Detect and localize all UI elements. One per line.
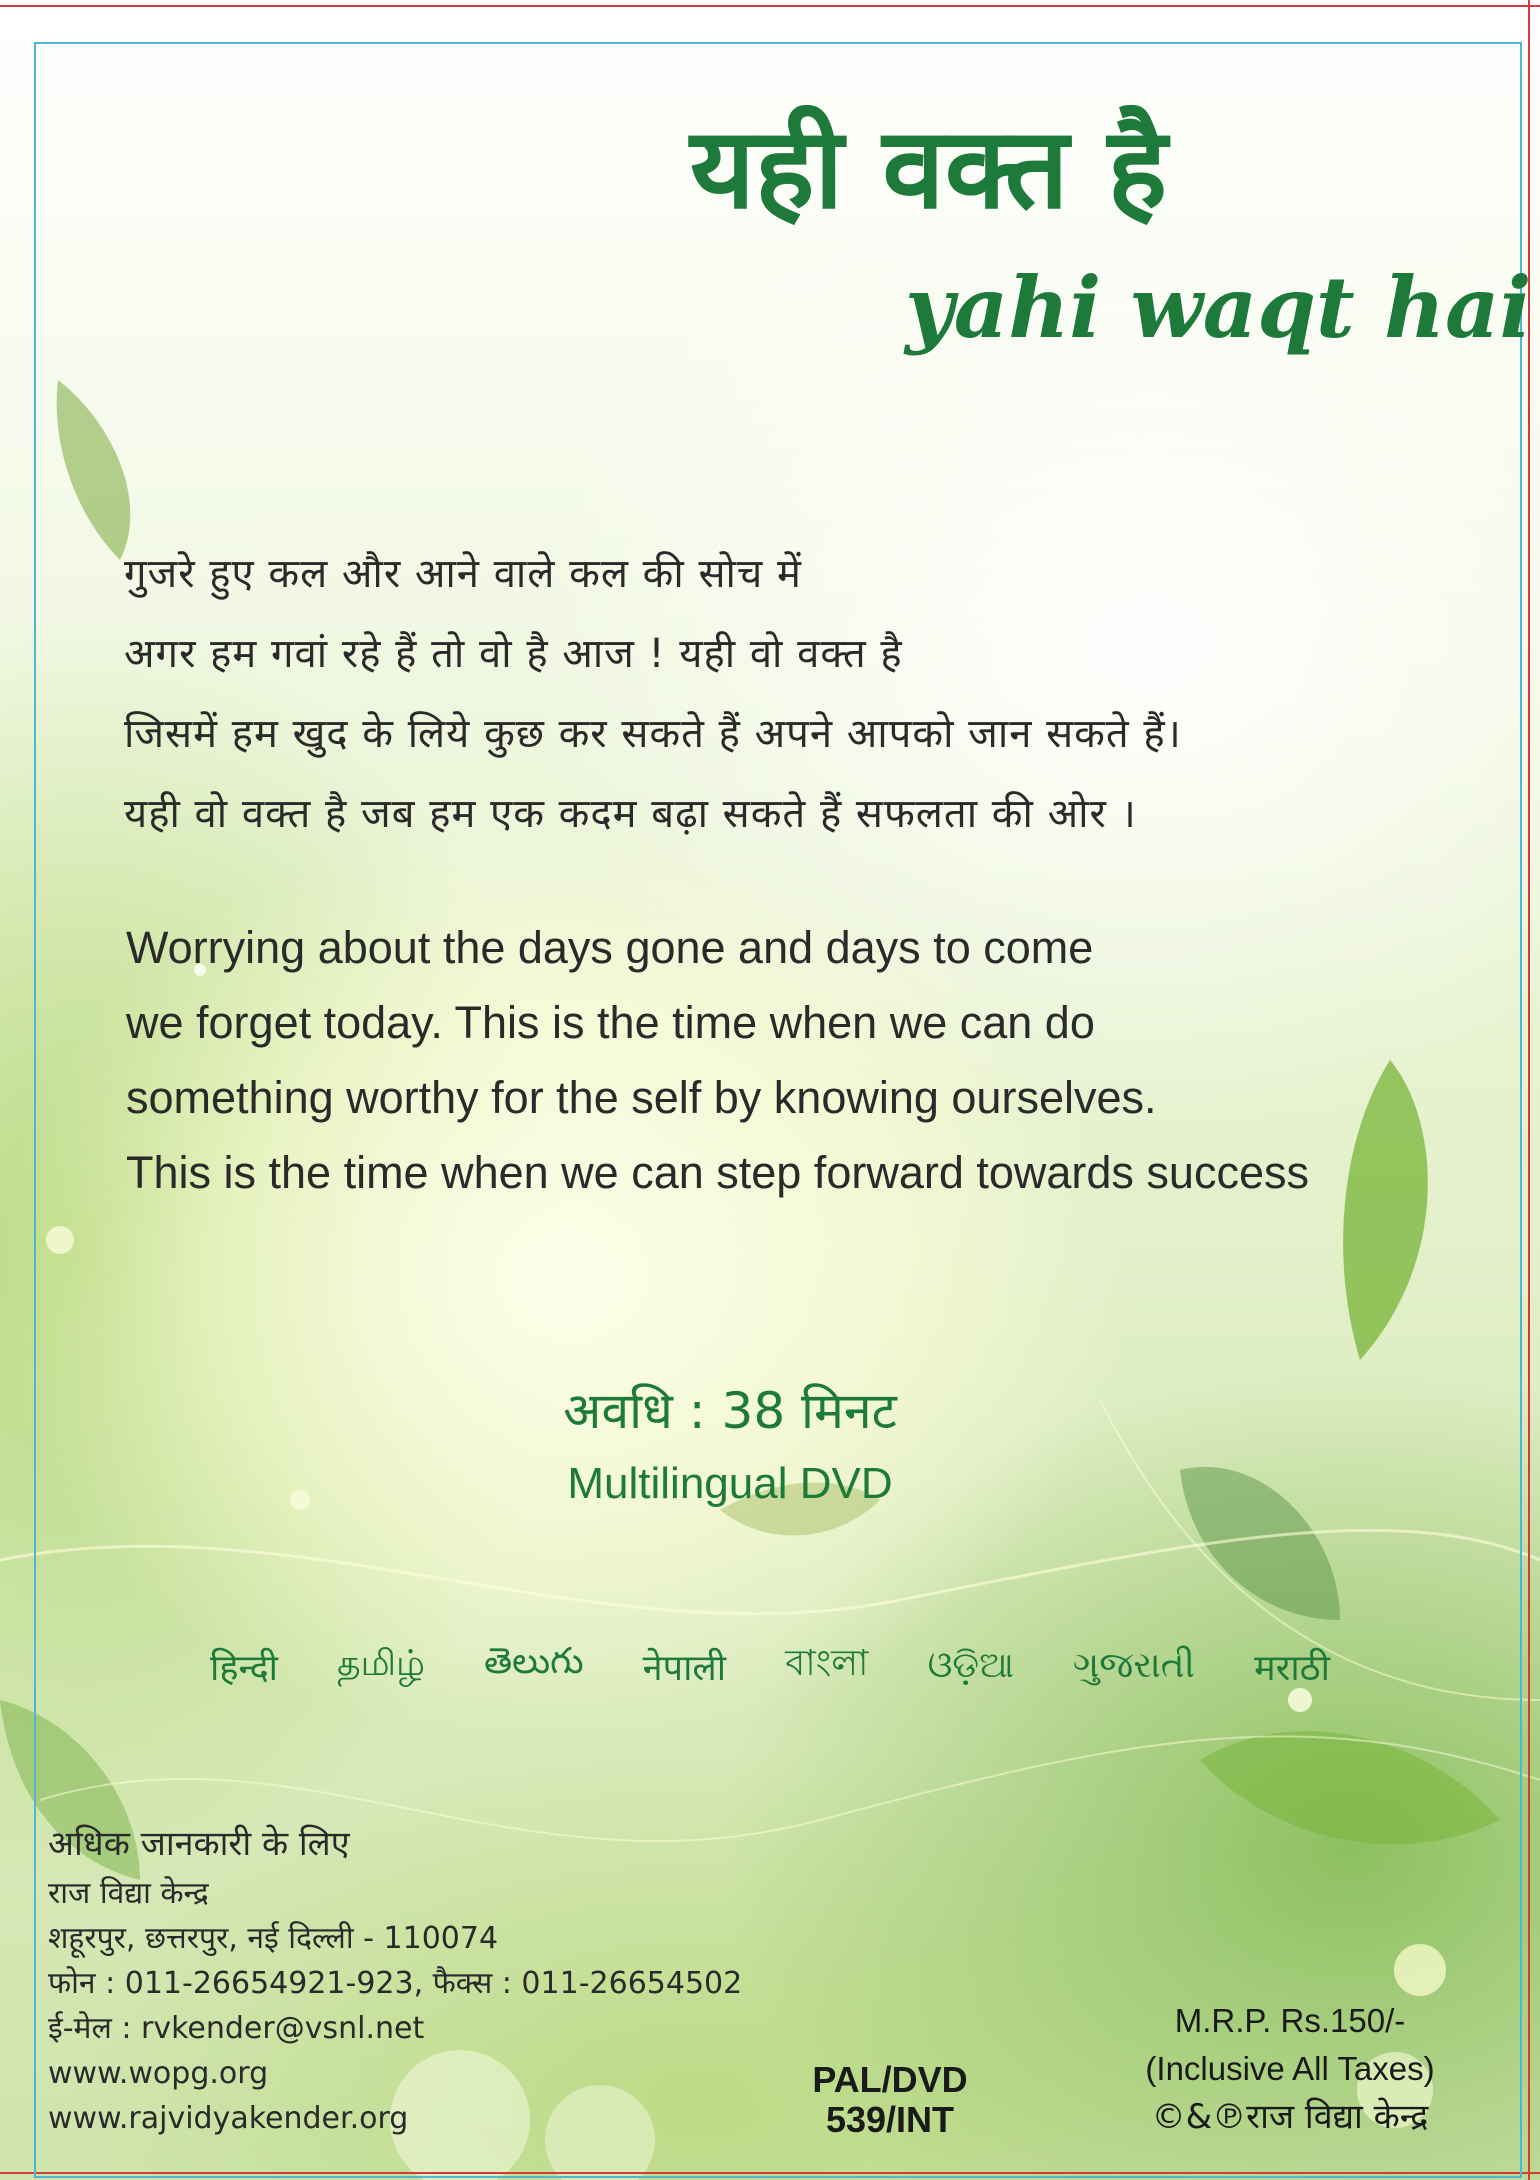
contact-website: www.rajvidyakender.org	[48, 2101, 409, 2136]
contact-org: राज विद्या केन्द्र	[48, 1876, 209, 1911]
description-hindi-line: यही वो वक्त है जब हम एक कदम बढ़ा सकते हैं सफलता की ओर ।	[124, 791, 1137, 837]
language-item: नेपाली	[642, 1647, 727, 1689]
title-english: yahi waqt hai	[905, 258, 1532, 357]
language-item: ଓଡ଼ିଆ	[927, 1645, 1014, 1686]
contact-email: ई-मेल : rvkender@vsnl.net	[48, 2011, 425, 2046]
copyright-notice: ©&℗राज विद्या केन्द्र	[1151, 2097, 1429, 2137]
trim-line-top	[0, 5, 1540, 7]
contact-phone: फोन : 011-26654921-923, फैक्स : 011-26654502	[48, 1966, 743, 2001]
language-item: తెలుగు	[484, 1641, 584, 1682]
description-english	[126, 918, 1426, 1218]
language-list	[210, 1636, 1330, 1696]
price-taxes: (Inclusive All Taxes)	[1145, 2050, 1435, 2087]
language-item: বাংলা	[785, 1643, 869, 1684]
price-block	[1080, 1998, 1500, 2142]
description-hindi-line: गुजरे हुए कल और आने वाले कल की सोच में	[124, 551, 802, 597]
title-hindi: यही वक्त है	[690, 104, 1168, 234]
contact-heading: अधिक जानकारी के लिए	[48, 1824, 350, 1864]
description-hindi	[124, 542, 1424, 862]
price-mrp: M.R.P. Rs.150/-	[1174, 2002, 1406, 2039]
description-english-line: Worrying about the days gone and days to come	[126, 922, 1094, 973]
catalog-format: PAL/DVD	[812, 2059, 968, 2100]
language-item: मराठी	[1254, 1647, 1330, 1689]
description-hindi-line: जिसमें हम खुद के लिये कुछ कर सकते हैं अपने आपको जान सकते हैं।	[124, 711, 1182, 757]
contact-website: www.wopg.org	[48, 2056, 269, 2091]
duration-label: अवधि : 38 मिनट	[563, 1382, 897, 1440]
dvd-type-label: Multilingual DVD	[567, 1459, 893, 1508]
language-item: हिन्दी	[210, 1647, 279, 1689]
catalog-code-block	[740, 2060, 1040, 2140]
catalog-code: 539/INT	[825, 2099, 955, 2140]
description-english-line: This is the time when we can step forward towards success	[126, 1147, 1309, 1198]
description-english-line: something worthy for the self by knowing ourselves.	[126, 1072, 1157, 1123]
contact-address: शहूरपुर, छत्तरपुर, नई दिल्ली - 110074	[48, 1921, 499, 1956]
description-hindi-line: अगर हम गवां रहे हैं तो वो है आज ! यही वो वक्त है	[124, 631, 903, 677]
language-item: ગુજરાતી	[1073, 1645, 1195, 1686]
language-item: தமிழ்	[337, 1643, 425, 1684]
description-english-line: we forget today. This is the time when we can do	[126, 997, 1095, 1048]
